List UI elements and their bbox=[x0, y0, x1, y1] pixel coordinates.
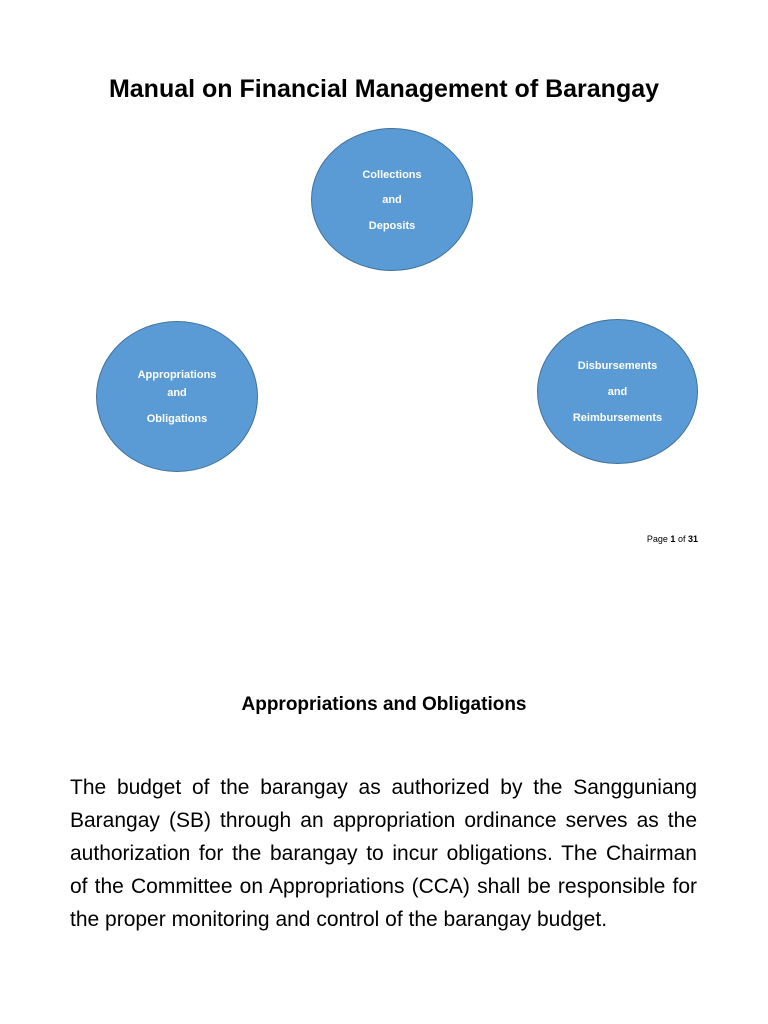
document-title: Manual on Financial Management of Barangay bbox=[108, 75, 660, 103]
total-pages-number: 31 bbox=[687, 534, 698, 544]
node-label-line: Disbursements bbox=[577, 360, 658, 372]
node-label-line: and bbox=[607, 386, 628, 398]
current-page-number: 1 bbox=[670, 534, 676, 544]
diagram-node-appropriations-and-obligations bbox=[96, 321, 258, 472]
node-label-line: Collections bbox=[362, 169, 422, 181]
page-number bbox=[647, 532, 698, 546]
of-label: of bbox=[677, 534, 686, 544]
node-label-line: Obligations bbox=[146, 413, 208, 425]
section-paragraph: The budget of the barangay as authorized by the Sangguniang Barangay (SB) through an appropriation ordinance serves as the authorization for the barangay to incur obligations. The Chairman of the Committee on Appropriations (CCA) shall be responsible for the proper monitoring and control of the barangay budget. bbox=[70, 776, 697, 931]
node-label-line: Deposits bbox=[368, 220, 416, 232]
section-heading: Appropriations and Obligations bbox=[241, 694, 527, 715]
node-label-line: and bbox=[167, 387, 187, 399]
node-label-line: Appropriations bbox=[137, 369, 217, 381]
node-label-line: and bbox=[382, 194, 402, 206]
node-label-line: Reimbursements bbox=[572, 412, 663, 424]
diagram-node-disbursements-and-reimbursements bbox=[537, 319, 698, 464]
diagram-node-collections-and-deposits bbox=[311, 128, 473, 271]
page-label: Page bbox=[646, 534, 668, 544]
